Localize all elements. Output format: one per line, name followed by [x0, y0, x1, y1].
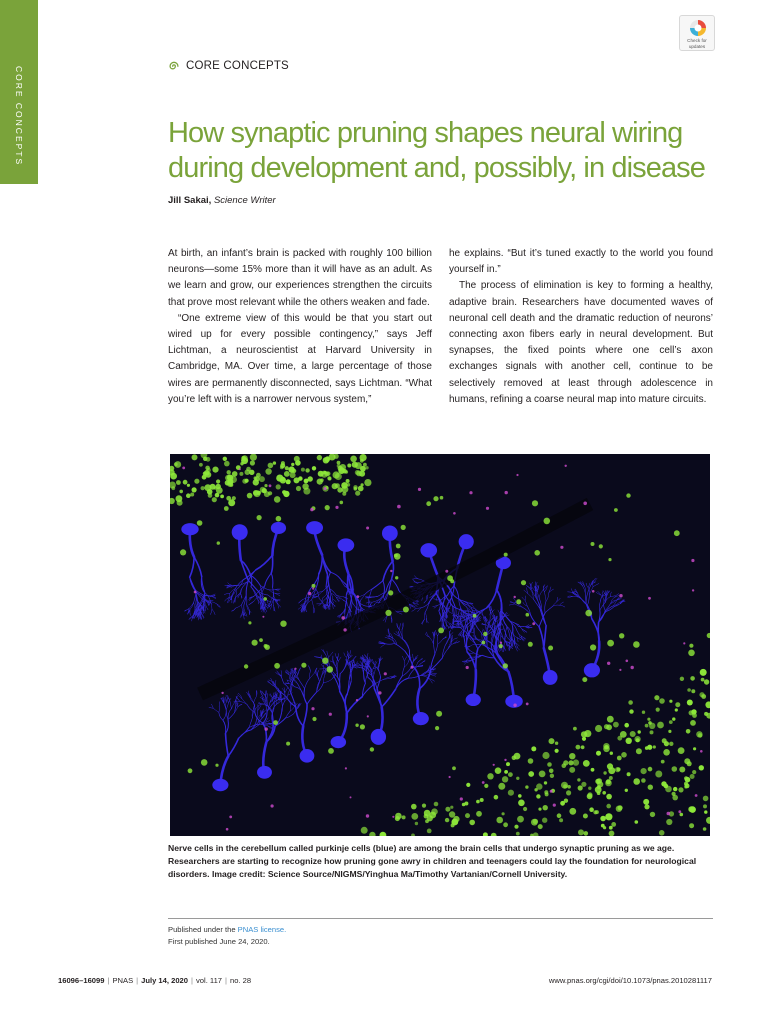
cerebellum-micrograph	[170, 454, 710, 836]
issue-date: July 14, 2020	[141, 976, 188, 985]
paragraph: The process of elimination is key to forming a healthy, adaptive brain. Researchers have documented waves of neuronal cell death and the dramatic reduction of neurons’ connecting axon fibers early in neural development. But synapses, the fixed points where one cell’s axon exchanges signals with another cell, continue to be selectively removed at least through adolescence in humans, refining a coarse neural map into mature circuits.	[449, 280, 713, 405]
badge-line-1: Check for	[687, 38, 707, 43]
published-date: First published June 24, 2020.	[168, 937, 270, 946]
journal-name: PNAS	[112, 976, 134, 985]
license-prefix: Published under the	[168, 925, 238, 934]
footnote-divider	[168, 918, 713, 919]
badge-line-2: updates	[688, 43, 706, 49]
section-label: CORE CONCEPTS	[186, 60, 289, 72]
license-note	[168, 924, 286, 948]
volume: vol. 117	[195, 976, 223, 985]
micrograph-image	[170, 454, 710, 836]
body-column-right	[449, 246, 713, 408]
paragraph: “One extreme view of this would be that you start out wired up for every possible contingency,” says Jeff Lichtman, a neuroscientist at Harvard University in Cambridge, MA. Over time, a large percentage of those wires are permanently disconnected, says Lichtman. “What you’re left with is a narrower nervous system,”	[168, 312, 432, 405]
page-range: 16096–16099	[58, 976, 105, 985]
spiral-icon	[168, 60, 180, 72]
byline	[168, 195, 276, 206]
issue-number: no. 28	[230, 976, 252, 985]
footer-citation: 16096–16099 | PNAS | July 14, 2020 | vol. 117 | no. 28	[58, 976, 252, 985]
author-name: Jill Sakai,	[168, 195, 212, 206]
doi-link[interactable]: www.pnas.org/cgi/doi/10.1073/pnas.2010281117	[548, 976, 712, 985]
body-column-left	[168, 246, 432, 408]
paragraph: he explains. “But it’s tuned exactly to the world you found yourself in.”	[449, 248, 713, 276]
check-for-updates-badge[interactable]	[679, 15, 715, 51]
license-link[interactable]: PNAS license.	[237, 925, 287, 934]
figure-caption: Nerve cells in the cerebellum called purkinje cells (blue) are among the brain cells that undergo synaptic pruning as we age. Researchers are starting to recognize how pruning gone awry in children and teenagers could lay the foundation for neurological disorders. Image credit: Science Source/NIGMS/Yinghua Ma/Timothy Vartanian/Cornell University.	[168, 843, 697, 879]
article-title: How synaptic pruning shapes neural wiring during development and, possibly, in disease	[168, 117, 706, 184]
section-header	[168, 58, 289, 74]
paragraph: At birth, an infant’s brain is packed with roughly 100 billion neurons—some 15% more than it will have as an adult. As we learn and grow, our experiences strengthen the circuits that prove most relevant while the others weaken and fade.	[168, 248, 432, 308]
sidebar-section-label: CORE CONCEPTS	[14, 66, 24, 167]
license-line	[168, 924, 286, 936]
crossmark-icon	[689, 19, 707, 37]
sidebar-section-tab	[0, 0, 38, 184]
author-role: Science Writer	[213, 195, 276, 206]
check-for-updates-text	[680, 38, 714, 49]
